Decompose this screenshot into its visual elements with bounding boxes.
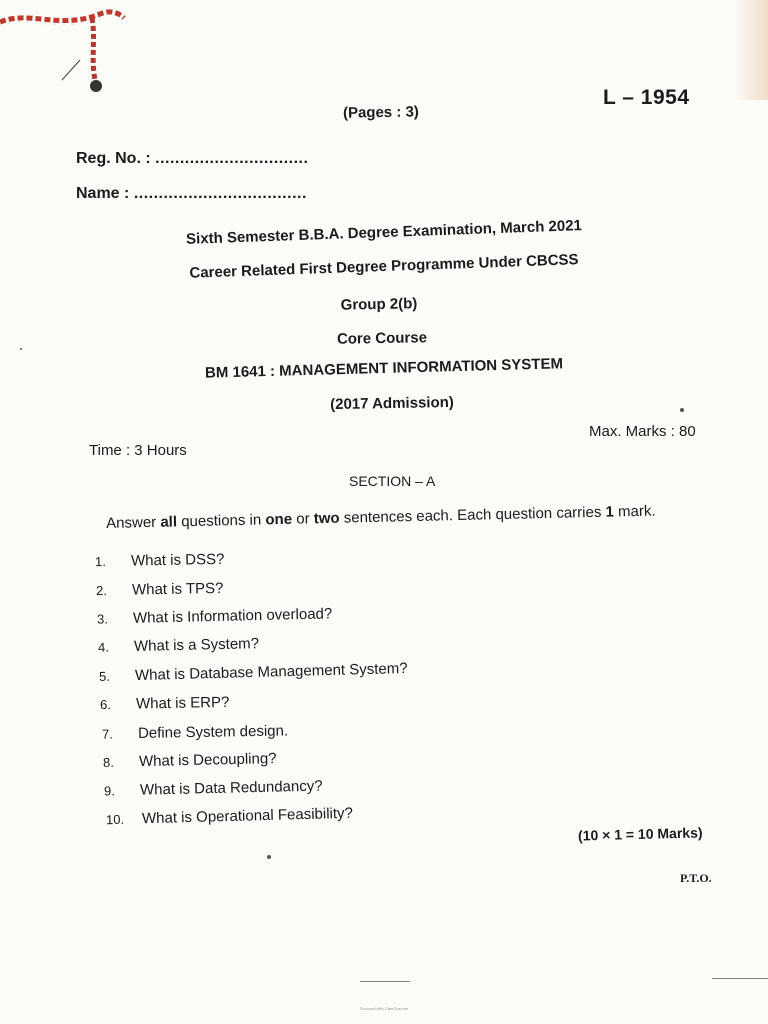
- course-title: BM 1641 : MANAGEMENT INFORMATION SYSTEM: [204, 355, 564, 382]
- name-label: Name :: [76, 185, 130, 202]
- exam-duration: Time : 3 Hours: [89, 442, 187, 459]
- question-item: [102, 722, 288, 742]
- instruction-text: or: [291, 510, 314, 528]
- instruction-text: mark.: [613, 502, 656, 521]
- instruction-text: questions in: [176, 511, 266, 531]
- question-item: [100, 694, 230, 713]
- question-number: 9.: [103, 783, 116, 799]
- exam-title: Sixth Semester B.B.A. Degree Examination, March 2021: [185, 217, 583, 248]
- question-item: [103, 750, 277, 771]
- question-item: [97, 605, 333, 627]
- question-text: What is TPS?: [131, 579, 224, 599]
- section-marks: (10 × 1 = 10 Marks): [577, 824, 703, 844]
- instruction-emphasis: two: [313, 509, 340, 528]
- admission-year: (2017 Admission): [330, 393, 454, 414]
- page-count: (Pages : 3): [342, 103, 420, 122]
- question-item: [99, 660, 408, 685]
- scanner-watermark: Scanned with CamScanner: [359, 1006, 409, 1011]
- instruction-emphasis: all: [160, 513, 178, 531]
- question-text: What is a System?: [133, 635, 260, 656]
- reg-no-label: Reg. No. :: [76, 150, 151, 167]
- scan-line: [360, 981, 410, 982]
- reg-no-dots: ...............................: [155, 150, 309, 167]
- question-item: [106, 805, 353, 828]
- question-item: [95, 551, 225, 570]
- scan-speck: [20, 348, 22, 350]
- question-text: What is Information overload?: [132, 605, 333, 627]
- question-text: What is ERP?: [135, 693, 230, 713]
- question-number: 4.: [97, 639, 110, 655]
- reg-no-line: [76, 150, 308, 168]
- scan-line: [712, 978, 768, 979]
- question-item: [104, 778, 323, 800]
- question-number: 8.: [102, 754, 115, 770]
- instruction-text: sentences each. Each question carries: [339, 503, 606, 527]
- section-heading: SECTION – A: [349, 473, 436, 489]
- please-turn-over: P.T.O.: [680, 871, 712, 885]
- question-text: What is Operational Feasibility?: [141, 804, 354, 828]
- section-instruction: [106, 503, 656, 532]
- instruction-emphasis: 1: [605, 503, 615, 521]
- question-item: [96, 580, 224, 599]
- max-marks: Max. Marks : 80: [589, 423, 696, 440]
- question-text: What is Database Management System?: [134, 659, 408, 685]
- question-number: 2.: [95, 582, 107, 599]
- instruction-text: Answer: [106, 513, 161, 532]
- question-item: [98, 635, 259, 656]
- question-number: 10.: [105, 811, 125, 828]
- group-title: Group 2(b): [340, 295, 418, 314]
- page-edge-stain: [735, 0, 768, 100]
- scan-speck: [267, 855, 271, 859]
- question-number: 1.: [94, 553, 106, 570]
- question-text: What is DSS?: [130, 550, 225, 570]
- course-type: Core Course: [336, 329, 428, 348]
- question-number: 3.: [96, 611, 109, 627]
- name-dots: ...................................: [133, 185, 307, 202]
- programme-title: Career Related First Degree Programme Under CBCSS: [189, 251, 579, 282]
- instruction-emphasis: one: [265, 510, 293, 529]
- name-line: [76, 185, 307, 203]
- question-number: 6.: [99, 696, 111, 713]
- scan-speck: [680, 408, 684, 412]
- question-text: Define System design.: [137, 722, 289, 742]
- question-text: What is Data Redundancy?: [139, 777, 323, 799]
- question-number: 5.: [98, 668, 111, 685]
- question-text: What is Decoupling?: [138, 750, 277, 771]
- question-number: 7.: [101, 726, 113, 742]
- paper-code: L – 1954: [603, 86, 690, 109]
- thread-tag-decoration: [0, 0, 140, 100]
